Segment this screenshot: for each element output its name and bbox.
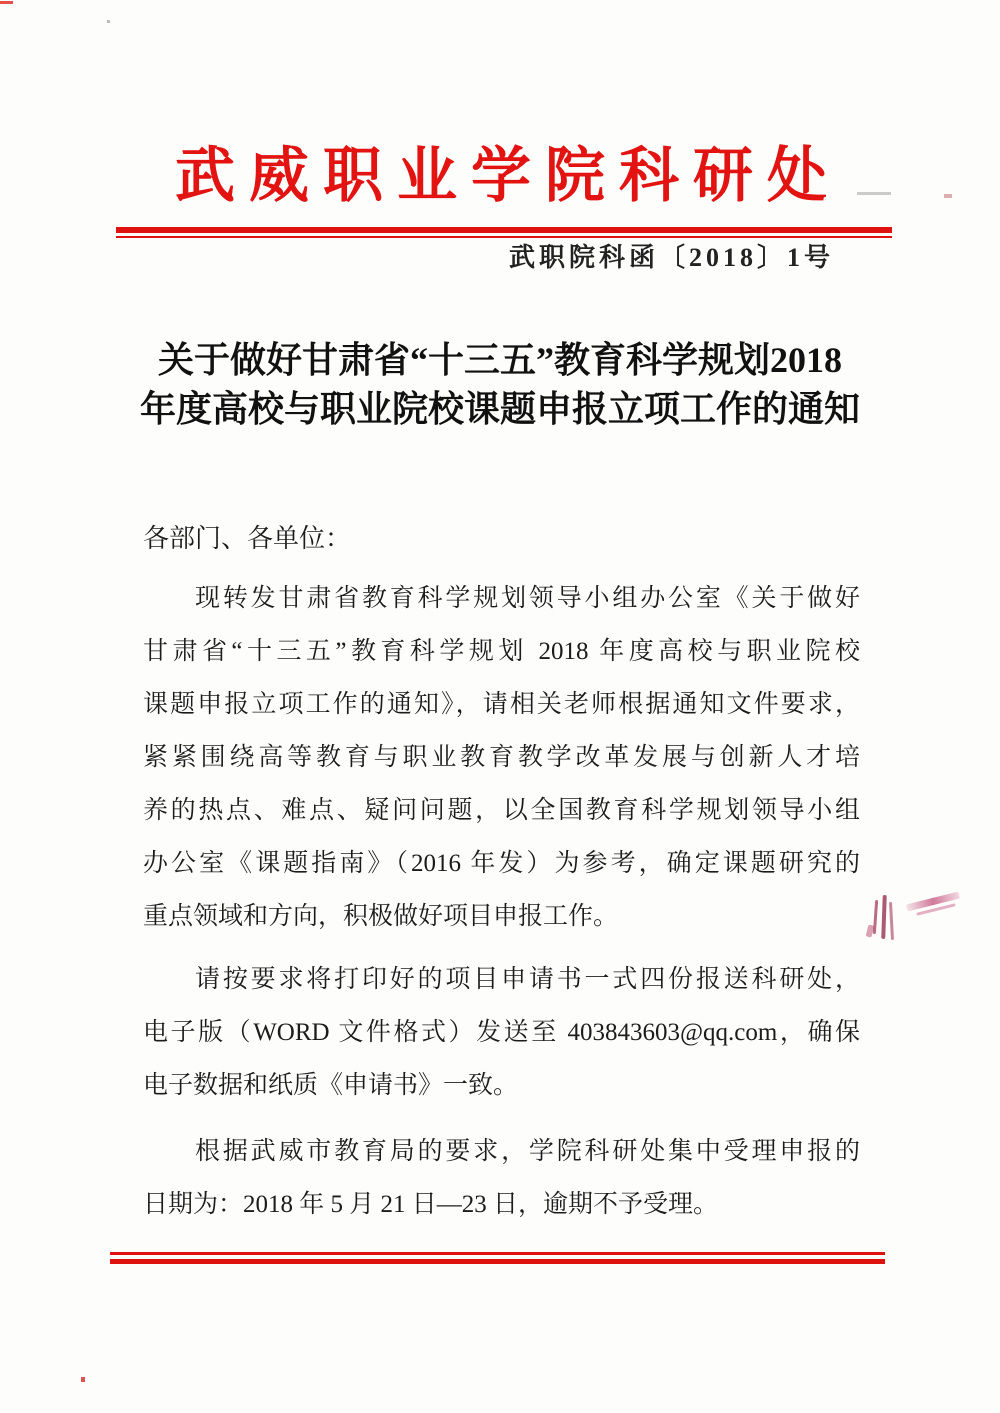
body-line: 现转发甘肃省教育科学规划领导小组办公室《关于做好 [195, 585, 860, 612]
body-line: 请按要求将打印好的项目申请书一式四份报送科研处， [195, 966, 860, 993]
ink-smudge [866, 924, 875, 937]
footer-red-divider [110, 1252, 885, 1264]
scan-speck [107, 20, 110, 23]
body-line: 根据武威市教育局的要求，学院科研处集中受理申报的 [195, 1138, 860, 1165]
agency-header-title: 武威职业学院科研处 [175, 143, 841, 209]
document-title-line-2: 年度高校与职业院校课题申报立项工作的通知 [139, 389, 860, 429]
ink-smudge [873, 900, 878, 934]
paragraph-2 [143, 953, 860, 1112]
scan-speck [944, 194, 952, 198]
body-line: 电子数据和纸质《申请书》一致。 [143, 1072, 519, 1099]
paragraph-1 [143, 572, 860, 943]
document-title-line-1: 关于做好甘肃省“十三五”教育科学规划2018 [157, 340, 842, 380]
body-line: 养的热点、难点、疑问问题，以全国教育科学规划领导小组 [143, 797, 860, 824]
paragraph-3 [143, 1125, 860, 1231]
body-line: 电子版（WORD 文件格式）发送至 403843603@qq.com，确保 [143, 1019, 860, 1046]
document-title [0, 336, 1000, 434]
body-line: 甘肃省“十三五”教育科学规划 2018 年度高校与职业院校 [143, 638, 860, 665]
ink-smudge [881, 895, 887, 939]
body-line: 紧紧围绕高等教育与职业教育教学改革发展与创新人才培 [143, 744, 860, 771]
header-red-divider [116, 227, 892, 238]
doc-reference-number: 武职院科函〔2018〕1号 [508, 243, 834, 272]
scan-speck [0, 1, 13, 4]
body-line: 办公室《课题指南》（2016 年发）为参考，确定课题研究的 [143, 850, 860, 877]
scan-speck [857, 192, 891, 195]
salutation: 各部门、各单位： [143, 524, 352, 553]
body-line: 日期为：2018 年 5 月 21 日—23 日，逾期不予受理。 [143, 1191, 719, 1218]
ink-smudge [889, 902, 894, 940]
body-line: 重点领域和方向，积极做好项目申报工作。 [143, 903, 619, 930]
body-line: 课题申报立项工作的通知》，请相关老师根据通知文件要求， [143, 691, 860, 718]
scan-speck [81, 1377, 85, 1382]
